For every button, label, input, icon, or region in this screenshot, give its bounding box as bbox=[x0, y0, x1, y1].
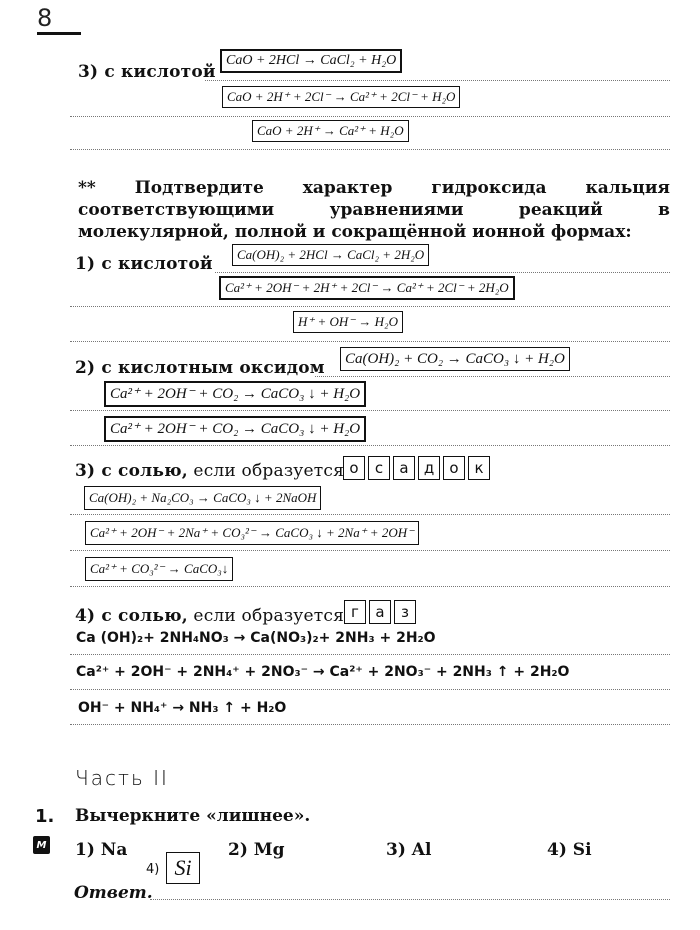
item-4-label-bold: 4) с солью, bbox=[75, 606, 188, 626]
equation-short-ionic: CaO + 2H⁺ → Ca²⁺ + H₂O bbox=[252, 120, 409, 142]
answer-line bbox=[70, 586, 670, 587]
item-4-label-rest: если образуется bbox=[187, 606, 345, 626]
answer-letter-cell[interactable]: к bbox=[468, 456, 490, 480]
question-text: Вычеркните «лишнее». bbox=[75, 806, 311, 826]
m-badge-icon: M bbox=[33, 836, 50, 854]
answer-line bbox=[70, 514, 670, 515]
item-3-answer-cells bbox=[343, 456, 490, 480]
page-number: 8 bbox=[37, 4, 53, 32]
answer-letter-cell[interactable]: а bbox=[393, 456, 415, 480]
answer-letter-cell[interactable]: г bbox=[344, 600, 366, 624]
item-3-label-bold: 3) с солью, bbox=[75, 461, 188, 481]
part-heading: Часть II bbox=[75, 766, 169, 790]
item-1-equation-full-ionic: Ca²⁺ + 2OH⁻ + 2H⁺ + 2Cl⁻ → Ca²⁺ + 2Cl⁻ + 2H₂O bbox=[219, 276, 515, 300]
option-3[interactable]: 3) Al bbox=[386, 840, 432, 860]
answer-letter-cell[interactable]: а bbox=[369, 600, 391, 624]
answer-letter-cell[interactable]: о bbox=[343, 456, 365, 480]
answer-line bbox=[70, 654, 670, 655]
item-3-label bbox=[75, 461, 344, 481]
task-instruction: ** Подтвердите характер гидроксида кальция соответствующими уравнениями реакций в молекулярной, полной и сокращённой ионной формах: bbox=[78, 178, 670, 242]
option-1[interactable]: 1) Na bbox=[75, 840, 128, 860]
answer-line bbox=[70, 341, 670, 342]
handwritten-answer-box: Si bbox=[166, 852, 200, 884]
answer-line[interactable] bbox=[150, 899, 670, 900]
answer-letter-cell[interactable]: з bbox=[394, 600, 416, 624]
item-4-label bbox=[75, 606, 344, 626]
answer-line bbox=[70, 410, 670, 411]
answer-line bbox=[215, 272, 670, 273]
item-4-equation-molecular: Ca (OH)₂+ 2NH₄NO₃ → Ca(NO₃)₂+ 2NH₃ + 2H₂O bbox=[76, 630, 436, 646]
option-4[interactable]: 4) Si bbox=[547, 840, 592, 860]
item-3-equation-full-ionic: Ca²⁺ + 2OH⁻ + 2Na⁺ + CO₃²⁻ → CaCO₃ ↓ + 2Na⁺ + 2OH⁻ bbox=[85, 521, 419, 545]
answer-letter-cell[interactable]: д bbox=[418, 456, 440, 480]
handwritten-answer-prefix: 4) bbox=[146, 862, 160, 877]
answer-line bbox=[70, 550, 670, 551]
answer-line bbox=[70, 724, 670, 725]
answer-line bbox=[205, 80, 670, 81]
item-3-label-rest: если образуется bbox=[187, 461, 345, 481]
answer-line bbox=[70, 445, 670, 446]
item-2-equation-short-ionic: Ca²⁺ + 2OH⁻ + CO₂ → CaCO₃ ↓ + H₂O bbox=[104, 416, 366, 442]
page-number-underline bbox=[37, 32, 81, 35]
answer-line bbox=[70, 689, 670, 690]
item-2-equation-full-ionic: Ca²⁺ + 2OH⁻ + CO₂ → CaCO₃ ↓ + H₂O bbox=[104, 381, 366, 407]
answer-label: Ответ. bbox=[74, 883, 153, 903]
option-2[interactable]: 2) Mg bbox=[228, 840, 285, 860]
answer-letter-cell[interactable]: о bbox=[443, 456, 465, 480]
equation-molecular: CaO + 2HCl → CaCl₂ + H₂O bbox=[220, 49, 402, 73]
item-1-label: 1) с кислотой bbox=[75, 254, 213, 274]
item-4-answer-cells bbox=[344, 600, 416, 624]
answer-line bbox=[70, 149, 670, 150]
item-2-equation-molecular: Ca(OH)₂ + CO₂ → CaCO₃ ↓ + H₂O bbox=[340, 347, 570, 371]
item-4-equation-short-ionic: OH⁻ + NH₄⁺ → NH₃ ↑ + H₂O bbox=[78, 700, 287, 716]
section-a-label: 3) с кислотой bbox=[78, 62, 216, 82]
answer-letter-cell[interactable]: с bbox=[368, 456, 390, 480]
answer-line bbox=[70, 116, 670, 117]
equation-full-ionic: CaO + 2H⁺ + 2Cl⁻ → Ca²⁺ + 2Cl⁻ + H₂O bbox=[222, 86, 460, 108]
item-1-equation-molecular: Ca(OH)₂ + 2HCl → CaCl₂ + 2H₂O bbox=[232, 244, 429, 266]
item-4-equation-full-ionic: Ca²⁺ + 2OH⁻ + 2NH₄⁺ + 2NO₃⁻ → Ca²⁺ + 2NO₃⁻ + 2NH₃ ↑ + 2H₂O bbox=[76, 664, 570, 680]
answer-line bbox=[70, 306, 670, 307]
question-number: 1. bbox=[35, 806, 55, 827]
item-3-equation-molecular: Ca(OH)₂ + Na₂CO₃ → CaCO₃ ↓ + 2NaOH bbox=[84, 486, 321, 510]
item-3-equation-short-ionic: Ca²⁺ + CO₃²⁻ → CaCO₃↓ bbox=[85, 557, 233, 581]
item-2-label: 2) с кислотным оксидом bbox=[75, 358, 325, 378]
answer-line bbox=[315, 376, 670, 377]
item-1-equation-short-ionic: H⁺ + OH⁻ → H₂O bbox=[293, 311, 403, 333]
